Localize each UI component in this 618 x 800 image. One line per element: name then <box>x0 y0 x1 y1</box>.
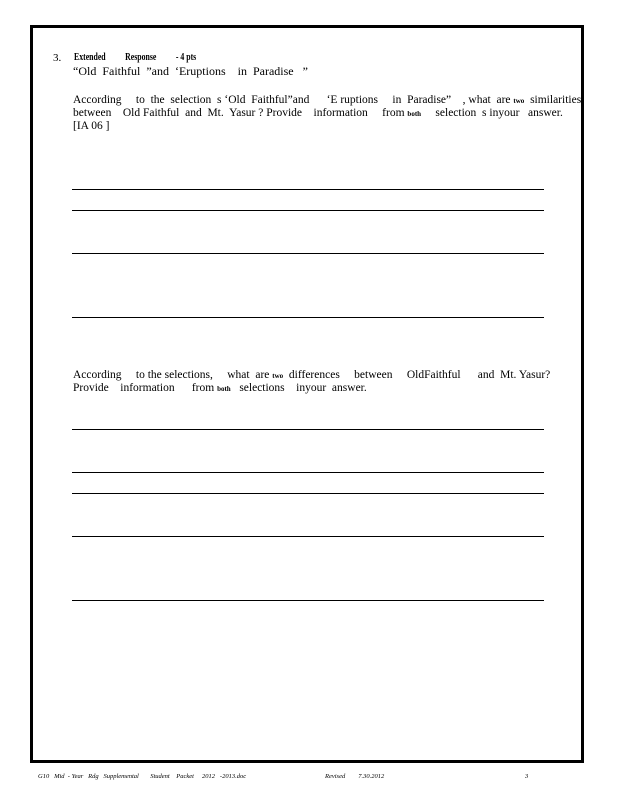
prompt1-line1: According to the selection s ‘Old Faithful”and ‘E ruptions in Paradise” , what are two similarities <box>73 94 582 106</box>
emphasis-both: both <box>407 110 422 118</box>
prompt1-line3: [IA 06 ] <box>73 120 110 132</box>
answer-line[interactable] <box>72 536 544 537</box>
footer-doc-name: G10 Mid - Year Rdg Supplemental Student Packet 2012 -2013.doc <box>38 773 247 780</box>
answer-line[interactable] <box>72 493 544 494</box>
answer-line[interactable] <box>72 472 544 473</box>
answer-line[interactable] <box>72 600 544 601</box>
question-title: “Old Faithful ”and ‘Eruptions in Paradise ” <box>73 64 308 78</box>
answer-line[interactable] <box>72 317 544 318</box>
prompt2-line1: According to the selections, what are two differences between OldFaithful and Mt. Yasur? <box>73 369 551 381</box>
emphasis-both: both <box>217 385 231 393</box>
footer-page-number: 3 <box>525 773 529 780</box>
prompt1-line2: between Old Faithful and Mt. Yasur ? Provide information from both selection s inyour answer. <box>73 107 563 119</box>
answer-line[interactable] <box>72 210 544 211</box>
question-type-label: Extended Response - 4 pts <box>74 52 197 63</box>
question-number: 3. <box>53 52 62 64</box>
emphasis-two: two <box>272 372 284 380</box>
answer-line[interactable] <box>72 189 544 190</box>
emphasis-two: two <box>513 97 525 105</box>
footer-revised: Revised 7.30.2012 <box>325 773 385 780</box>
answer-line[interactable] <box>72 253 544 254</box>
answer-line[interactable] <box>72 429 544 430</box>
prompt2-line2: Provide information from both selections inyour answer. <box>73 382 367 394</box>
